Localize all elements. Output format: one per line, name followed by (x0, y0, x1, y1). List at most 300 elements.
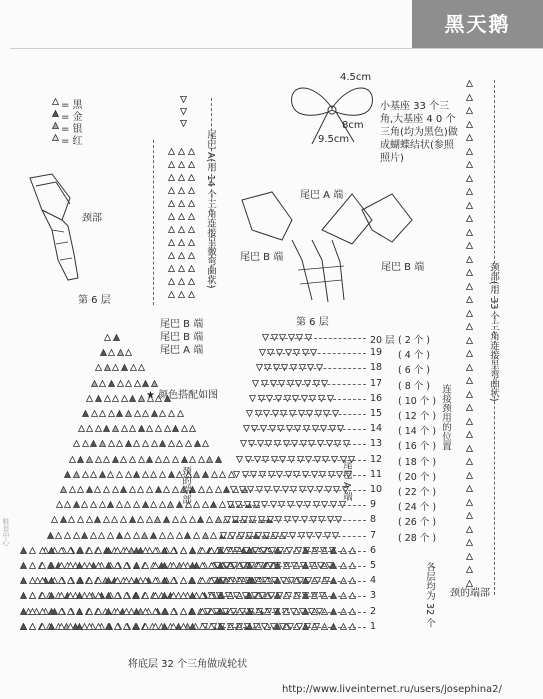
pyramid-triangle-icon (219, 471, 226, 478)
pyramid-triangle-icon (142, 440, 149, 447)
neck-triangle-icon (466, 134, 473, 141)
pyramid-triangle-icon (77, 516, 84, 523)
pyramid-triangle-icon (172, 486, 179, 493)
pyramid-triangle-icon (125, 471, 132, 478)
neck-end-left: 颈的端部 (180, 466, 191, 504)
pyramid-triangle-icon (69, 486, 76, 493)
pyramid-triangle-icon (159, 471, 166, 478)
pyramid-triangle-icon (146, 456, 153, 463)
base-triangle-icon (152, 547, 159, 554)
pyramid-triangle-icon (95, 425, 102, 432)
neck-triangle-icon (466, 364, 473, 371)
tail-triangle-icon (168, 148, 175, 155)
neck-triangle-icon (466, 485, 473, 492)
pyramid-triangle-icon (176, 532, 183, 539)
row-count: ( 6 个 ) (398, 365, 431, 377)
pyramid-triangle-icon (120, 516, 127, 523)
row-leader-line (270, 338, 366, 339)
pyramid-triangle-icon (108, 440, 115, 447)
pyramid-triangle-icon (164, 425, 171, 432)
tail-triangle-icon (188, 161, 195, 168)
base-triangle-icon (180, 547, 187, 554)
base-triangle-icon (152, 562, 159, 569)
tail-triangle-icon (178, 200, 185, 207)
row-number: 4 (370, 575, 377, 587)
base-triangle-icon (114, 608, 121, 615)
pyramid-triangle-icon (73, 440, 80, 447)
pyramid-triangle-icon (82, 440, 89, 447)
neck-triangle-icon (466, 175, 473, 182)
pyramid-triangle-icon (73, 501, 80, 508)
pyramid-triangle-icon (112, 395, 119, 402)
neck-right-line (494, 80, 496, 595)
row-count: ( 26 个 ) (398, 517, 437, 529)
base-triangle-icon (189, 623, 196, 630)
tail-triangle-icon (188, 239, 195, 246)
tail-triangle-icon (188, 174, 195, 181)
base-triangle-icon (76, 623, 83, 630)
pyramid-triangle-icon (86, 456, 93, 463)
base-triangle-icon (29, 592, 36, 599)
pyramid-triangle-icon (90, 440, 97, 447)
row-leader-line (237, 505, 366, 506)
pyramid-down-triangle-icon (243, 425, 250, 432)
base-triangle-icon (142, 608, 149, 615)
pyramid-triangle-icon (86, 425, 93, 432)
bow-dim-top: 4.5cm (340, 72, 372, 83)
bow-note: 小基座 33 个三角,大基座 4 0 个三角(均为黑色)做成蝴蝶结状(参照照片) (380, 101, 458, 164)
base-triangle-icon (133, 623, 140, 630)
pyramid-triangle-icon (142, 410, 149, 417)
pyramid-triangle-icon (206, 456, 213, 463)
tail-b-end-2: 尾巴 B 端 (160, 332, 204, 343)
pyramid-triangle-icon (55, 532, 62, 539)
base-triangle-icon (58, 592, 65, 599)
base-triangle-icon (152, 577, 159, 584)
base-triangle-icon (20, 577, 27, 584)
pyramid-triangle-icon (138, 456, 145, 463)
neck-triangle-icon (466, 121, 473, 128)
row-number: 7 (370, 529, 377, 541)
base-triangle-icon (199, 577, 206, 584)
pyramid-triangle-icon (113, 334, 120, 341)
pyramid-triangle-icon (219, 501, 226, 508)
neck-triangle-icon (466, 323, 473, 330)
pyramid-triangle-icon (99, 380, 106, 387)
neck-triangle-icon (466, 337, 473, 344)
pyramid-triangle-icon (51, 516, 58, 523)
pyramid-triangle-icon (99, 471, 106, 478)
base-triangle-icon (152, 592, 159, 599)
row-number: 5 (370, 560, 377, 571)
base-triangle-icon (133, 547, 140, 554)
base-triangle-icon (199, 623, 206, 630)
base-triangle-icon (105, 592, 112, 599)
base-triangle-icon (123, 592, 130, 599)
pyramid-triangle-icon (202, 532, 209, 539)
base-triangle-icon (48, 547, 55, 554)
tail-triangle-icon (178, 252, 185, 259)
pyramid-triangle-icon (202, 501, 209, 508)
pyramid-triangle-icon (133, 471, 140, 478)
row-leader-line (222, 581, 366, 582)
row-number: 17 (370, 377, 383, 389)
pyramid-triangle-icon (155, 456, 162, 463)
tail-triangle-icon (188, 213, 195, 220)
pyramid-triangle-icon (197, 516, 204, 523)
pyramid-triangle-icon (104, 395, 111, 402)
pyramid-triangle-icon (154, 516, 161, 523)
tail-b-end-1: 尾巴 B 端 (160, 319, 204, 330)
base-triangle-icon (95, 592, 102, 599)
pyramid-triangle-icon (103, 486, 110, 493)
pyramid-triangle-icon (82, 471, 89, 478)
tail-triangle-icon (178, 278, 185, 285)
pyramid-triangle-icon (107, 532, 114, 539)
tail-triangle-icon (178, 187, 185, 194)
pyramid-triangle-icon (60, 486, 67, 493)
color-chart-label (146, 390, 218, 401)
neck-triangle-icon (466, 539, 473, 546)
row-number: 8 (370, 514, 377, 526)
neck-right-note: 颈部(用 33 个三角连接呈弯曲状) (488, 262, 499, 402)
pyramid-down-triangle-icon (236, 456, 243, 463)
pyramid-triangle-icon (151, 380, 158, 387)
base-triangle-icon (123, 623, 130, 630)
row-leader-line (261, 384, 366, 385)
pyramid-triangle-icon (134, 410, 141, 417)
tail-triangle-icon (168, 291, 175, 298)
base-triangle-icon (86, 547, 93, 554)
pyramid-triangle-icon (116, 410, 123, 417)
pyramid-triangle-icon (56, 501, 63, 508)
base-triangle-icon (123, 562, 130, 569)
base-triangle-icon (180, 592, 187, 599)
pyramid-triangle-icon (150, 532, 157, 539)
center-tail-a: 尾巴 A 端 (300, 190, 344, 201)
tail-top-icon (180, 96, 187, 103)
pyramid-triangle-icon (124, 501, 131, 508)
pyramid-triangle-icon (94, 516, 101, 523)
pyramid-triangle-icon (125, 380, 132, 387)
pyramid-triangle-icon (117, 349, 124, 356)
pyramid-down-triangle-icon (240, 440, 247, 447)
pyramid-triangle-icon (133, 440, 140, 447)
tail-triangle-icon (178, 291, 185, 298)
base-triangle-icon (58, 623, 65, 630)
tail-triangle-icon (168, 278, 175, 285)
neck-triangle-icon (466, 202, 473, 209)
pyramid-triangle-icon (91, 410, 98, 417)
pyramid-triangle-icon (107, 471, 114, 478)
row-leader-line (231, 536, 366, 537)
pyramid-triangle-icon (206, 486, 213, 493)
pyramid-triangle-icon (151, 440, 158, 447)
pyramid-triangle-icon (159, 410, 166, 417)
base-triangle-icon (48, 577, 55, 584)
pyramid-triangle-icon (215, 486, 222, 493)
base-triangle-icon (142, 562, 149, 569)
base-triangle-icon (208, 547, 215, 554)
pyramid-triangle-icon (130, 364, 137, 371)
neck-triangle-icon (466, 161, 473, 168)
pyramid-triangle-icon (90, 532, 97, 539)
base-triangle-icon (67, 623, 74, 630)
pyramid-triangle-icon (116, 471, 123, 478)
center-layer6: 第 6 层 (296, 317, 329, 328)
base-triangle-icon (123, 608, 130, 615)
pyramid-triangle-icon (112, 425, 119, 432)
pyramid-triangle-icon (172, 425, 179, 432)
base-triangle-icon (180, 608, 187, 615)
tail-triangle-icon (188, 252, 195, 259)
row-number: 11 (370, 468, 383, 480)
tail-a-note: 尾巴 A(用 14 个三角连接呈微弯曲状) (205, 130, 216, 289)
pyramid-triangle-icon (94, 486, 101, 493)
pyramid-triangle-icon (181, 456, 188, 463)
pyramid-triangle-icon (193, 471, 200, 478)
pyramid-triangle-icon (133, 532, 140, 539)
neck-triangle-icon (466, 377, 473, 384)
base-triangle-icon (67, 592, 74, 599)
base-triangle-icon (161, 547, 168, 554)
base-triangle-icon (208, 592, 215, 599)
tail-triangle-icon (168, 213, 175, 220)
base-triangle-icon (48, 592, 55, 599)
star-icon: ★ (146, 390, 155, 401)
base-triangle-icon (95, 608, 102, 615)
pyramid-triangle-icon (159, 501, 166, 508)
base-triangle-icon (58, 577, 65, 584)
source-url: http://www.liveinternet.ru/users/josephina2/ (282, 684, 502, 695)
pyramid-triangle-icon (112, 364, 119, 371)
row-number: 15 (370, 408, 383, 419)
base-triangle-icon (152, 623, 159, 630)
base-triangle-icon (86, 623, 93, 630)
neck-triangle-icon (466, 512, 473, 519)
row-count: ( 20 个 ) (398, 471, 437, 483)
pyramid-triangle-icon (210, 501, 217, 508)
tail-a-line (211, 98, 213, 288)
neck-triangle-icon (466, 566, 473, 573)
tail-triangle-icon (188, 148, 195, 155)
base-triangle-icon (58, 608, 65, 615)
page-title: 黑天鹅 (412, 0, 543, 48)
row-count: ( 28 个 ) (398, 532, 437, 544)
base-triangle-icon (133, 562, 140, 569)
tail-triangle-icon (178, 213, 185, 220)
pyramid-triangle-icon (194, 440, 201, 447)
pyramid-triangle-icon (198, 486, 205, 493)
pyramid-triangle-icon (78, 425, 85, 432)
legend-triangle-icon (52, 122, 59, 129)
base-triangle-icon (20, 592, 27, 599)
pyramid-triangle-icon (81, 501, 88, 508)
base-triangle-icon (39, 547, 46, 554)
base-triangle-icon (161, 592, 168, 599)
base-triangle-icon (39, 592, 46, 599)
pyramid-triangle-icon (146, 486, 153, 493)
pyramid-triangle-icon (193, 532, 200, 539)
pyramid-triangle-icon (172, 456, 179, 463)
tail-a-end: 尾巴 A 端 (160, 345, 204, 356)
tail-triangle-icon (168, 252, 175, 259)
row-count: ( 12 个 ) (398, 411, 437, 422)
legend-triangle-icon (52, 98, 59, 105)
tail-triangle-icon (178, 265, 185, 272)
pyramid-triangle-icon (176, 440, 183, 447)
pyramid-triangle-icon (104, 334, 111, 341)
pyramid-triangle-icon (142, 501, 149, 508)
pyramid-triangle-icon (185, 440, 192, 447)
base-triangle-icon (29, 623, 36, 630)
pyramid-triangle-icon (137, 516, 144, 523)
pyramid-triangle-icon (193, 501, 200, 508)
base-triangle-icon (20, 623, 27, 630)
base-triangle-icon (48, 623, 55, 630)
base-triangle-icon (170, 547, 177, 554)
base-triangle-icon (114, 577, 121, 584)
pyramid-down-triangle-icon (227, 501, 234, 508)
neck-triangle-icon (466, 553, 473, 560)
base-triangle-icon (67, 547, 74, 554)
pyramid-triangle-icon (103, 516, 110, 523)
neck-triangle-icon (466, 229, 473, 236)
pyramid-triangle-icon (100, 349, 107, 356)
bow-dim-mid: 8cm (342, 120, 364, 131)
row-leader-line (255, 414, 366, 415)
pyramid-down-triangle-icon (256, 364, 263, 371)
row-number: 19 (370, 347, 383, 359)
pyramid-triangle-icon (81, 532, 88, 539)
pyramid-triangle-icon (177, 410, 184, 417)
row-leader-line (234, 520, 366, 521)
base-note: 将底层 32 个三角做成轮状 (128, 659, 248, 670)
pyramid-triangle-icon (73, 532, 80, 539)
base-triangle-icon (170, 562, 177, 569)
pyramid-down-triangle-icon (246, 410, 253, 417)
row-leader-line (258, 399, 366, 400)
header-divider (10, 48, 543, 49)
pyramid-triangle-icon (150, 501, 157, 508)
pyramid-triangle-icon (142, 380, 149, 387)
base-triangle-icon (95, 547, 102, 554)
base-triangle-icon (180, 577, 187, 584)
base-triangle-icon (39, 623, 46, 630)
tail-triangle-icon (168, 174, 175, 181)
base-triangle-icon (217, 562, 224, 569)
pyramid-triangle-icon (64, 501, 71, 508)
per-layer-note: 各层均为 32 个 (424, 562, 435, 628)
center-tail-b-left: 尾巴 B 端 (240, 252, 284, 263)
base-triangle-icon (48, 562, 55, 569)
row-number: 13 (370, 438, 383, 450)
row-count: ( 2 个 ) (398, 335, 431, 346)
pyramid-triangle-icon (124, 532, 131, 539)
bow-dim-left: 9.5cm (318, 134, 350, 145)
pyramid-triangle-icon (167, 501, 174, 508)
pyramid-triangle-icon (120, 486, 127, 493)
row-number: 9 (370, 499, 377, 511)
base-triangle-icon (114, 592, 121, 599)
pyramid-triangle-icon (206, 516, 213, 523)
pyramid-triangle-icon (111, 516, 118, 523)
pyramid-triangle-icon (82, 410, 89, 417)
row-count: ( 4 个 ) (398, 350, 431, 362)
tail-assembly-sketch (232, 180, 432, 320)
pyramid-triangle-icon (129, 486, 136, 493)
base-triangle-icon (208, 577, 215, 584)
row-leader-line (252, 429, 366, 430)
base-triangle-icon (95, 577, 102, 584)
legend-label: = 银 (61, 124, 83, 135)
neck-triangle-icon (466, 242, 473, 249)
pyramid-triangle-icon (47, 532, 54, 539)
pyramid-triangle-icon (163, 486, 170, 493)
base-triangle-icon (189, 608, 196, 615)
row-number: 12 (370, 453, 383, 465)
base-triangle-icon (170, 592, 177, 599)
base-triangle-icon (161, 608, 168, 615)
row-count: ( 10 个 ) (398, 395, 437, 407)
base-triangle-icon (189, 562, 196, 569)
pyramid-triangle-icon (198, 456, 205, 463)
pyramid-triangle-icon (91, 380, 98, 387)
pyramid-triangle-icon (163, 456, 170, 463)
base-triangle-icon (39, 562, 46, 569)
pyramid-triangle-icon (129, 425, 136, 432)
neck-triangle-icon (466, 458, 473, 465)
legend-triangle-icon (52, 134, 59, 141)
neck-triangle-icon (466, 188, 473, 195)
pyramid-triangle-icon (168, 471, 175, 478)
neck-triangle-icon (466, 148, 473, 155)
tail-triangle-icon (188, 278, 195, 285)
base-triangle-icon (142, 592, 149, 599)
pyramid-down-triangle-icon (252, 380, 259, 387)
base-triangle-icon (39, 608, 46, 615)
pyramid-triangle-icon (184, 532, 191, 539)
pyramid-triangle-icon (104, 364, 111, 371)
neck-triangle-icon (466, 296, 473, 303)
base-triangle-icon (20, 562, 27, 569)
base-triangle-icon (67, 562, 74, 569)
pyramid-triangle-icon (129, 456, 136, 463)
tail-triangle-icon (178, 161, 185, 168)
base-triangle-icon (199, 592, 206, 599)
row-count: ( 24 个 ) (398, 502, 437, 514)
base-triangle-icon (161, 562, 168, 569)
base-triangle-icon (105, 608, 112, 615)
layer6-label: 第 6 层 (78, 295, 111, 306)
pyramid-triangle-icon (60, 516, 67, 523)
base-triangle-icon (114, 623, 121, 630)
pyramid-triangle-icon (134, 380, 141, 387)
row-number: 1 (370, 620, 377, 632)
base-triangle-icon (29, 562, 36, 569)
neck-triangle-icon (466, 526, 473, 533)
color-chart-text: 颜色搭配如图 (158, 390, 219, 401)
neck-triangle-icon (466, 80, 473, 87)
base-triangle-icon (199, 608, 206, 615)
base-triangle-icon (29, 608, 36, 615)
pyramid-triangle-icon (120, 456, 127, 463)
base-triangle-icon (39, 577, 46, 584)
base-triangle-icon (29, 577, 36, 584)
neck-triangle-icon (466, 391, 473, 398)
tail-triangle-icon (188, 200, 195, 207)
pyramid-triangle-icon (202, 471, 209, 478)
